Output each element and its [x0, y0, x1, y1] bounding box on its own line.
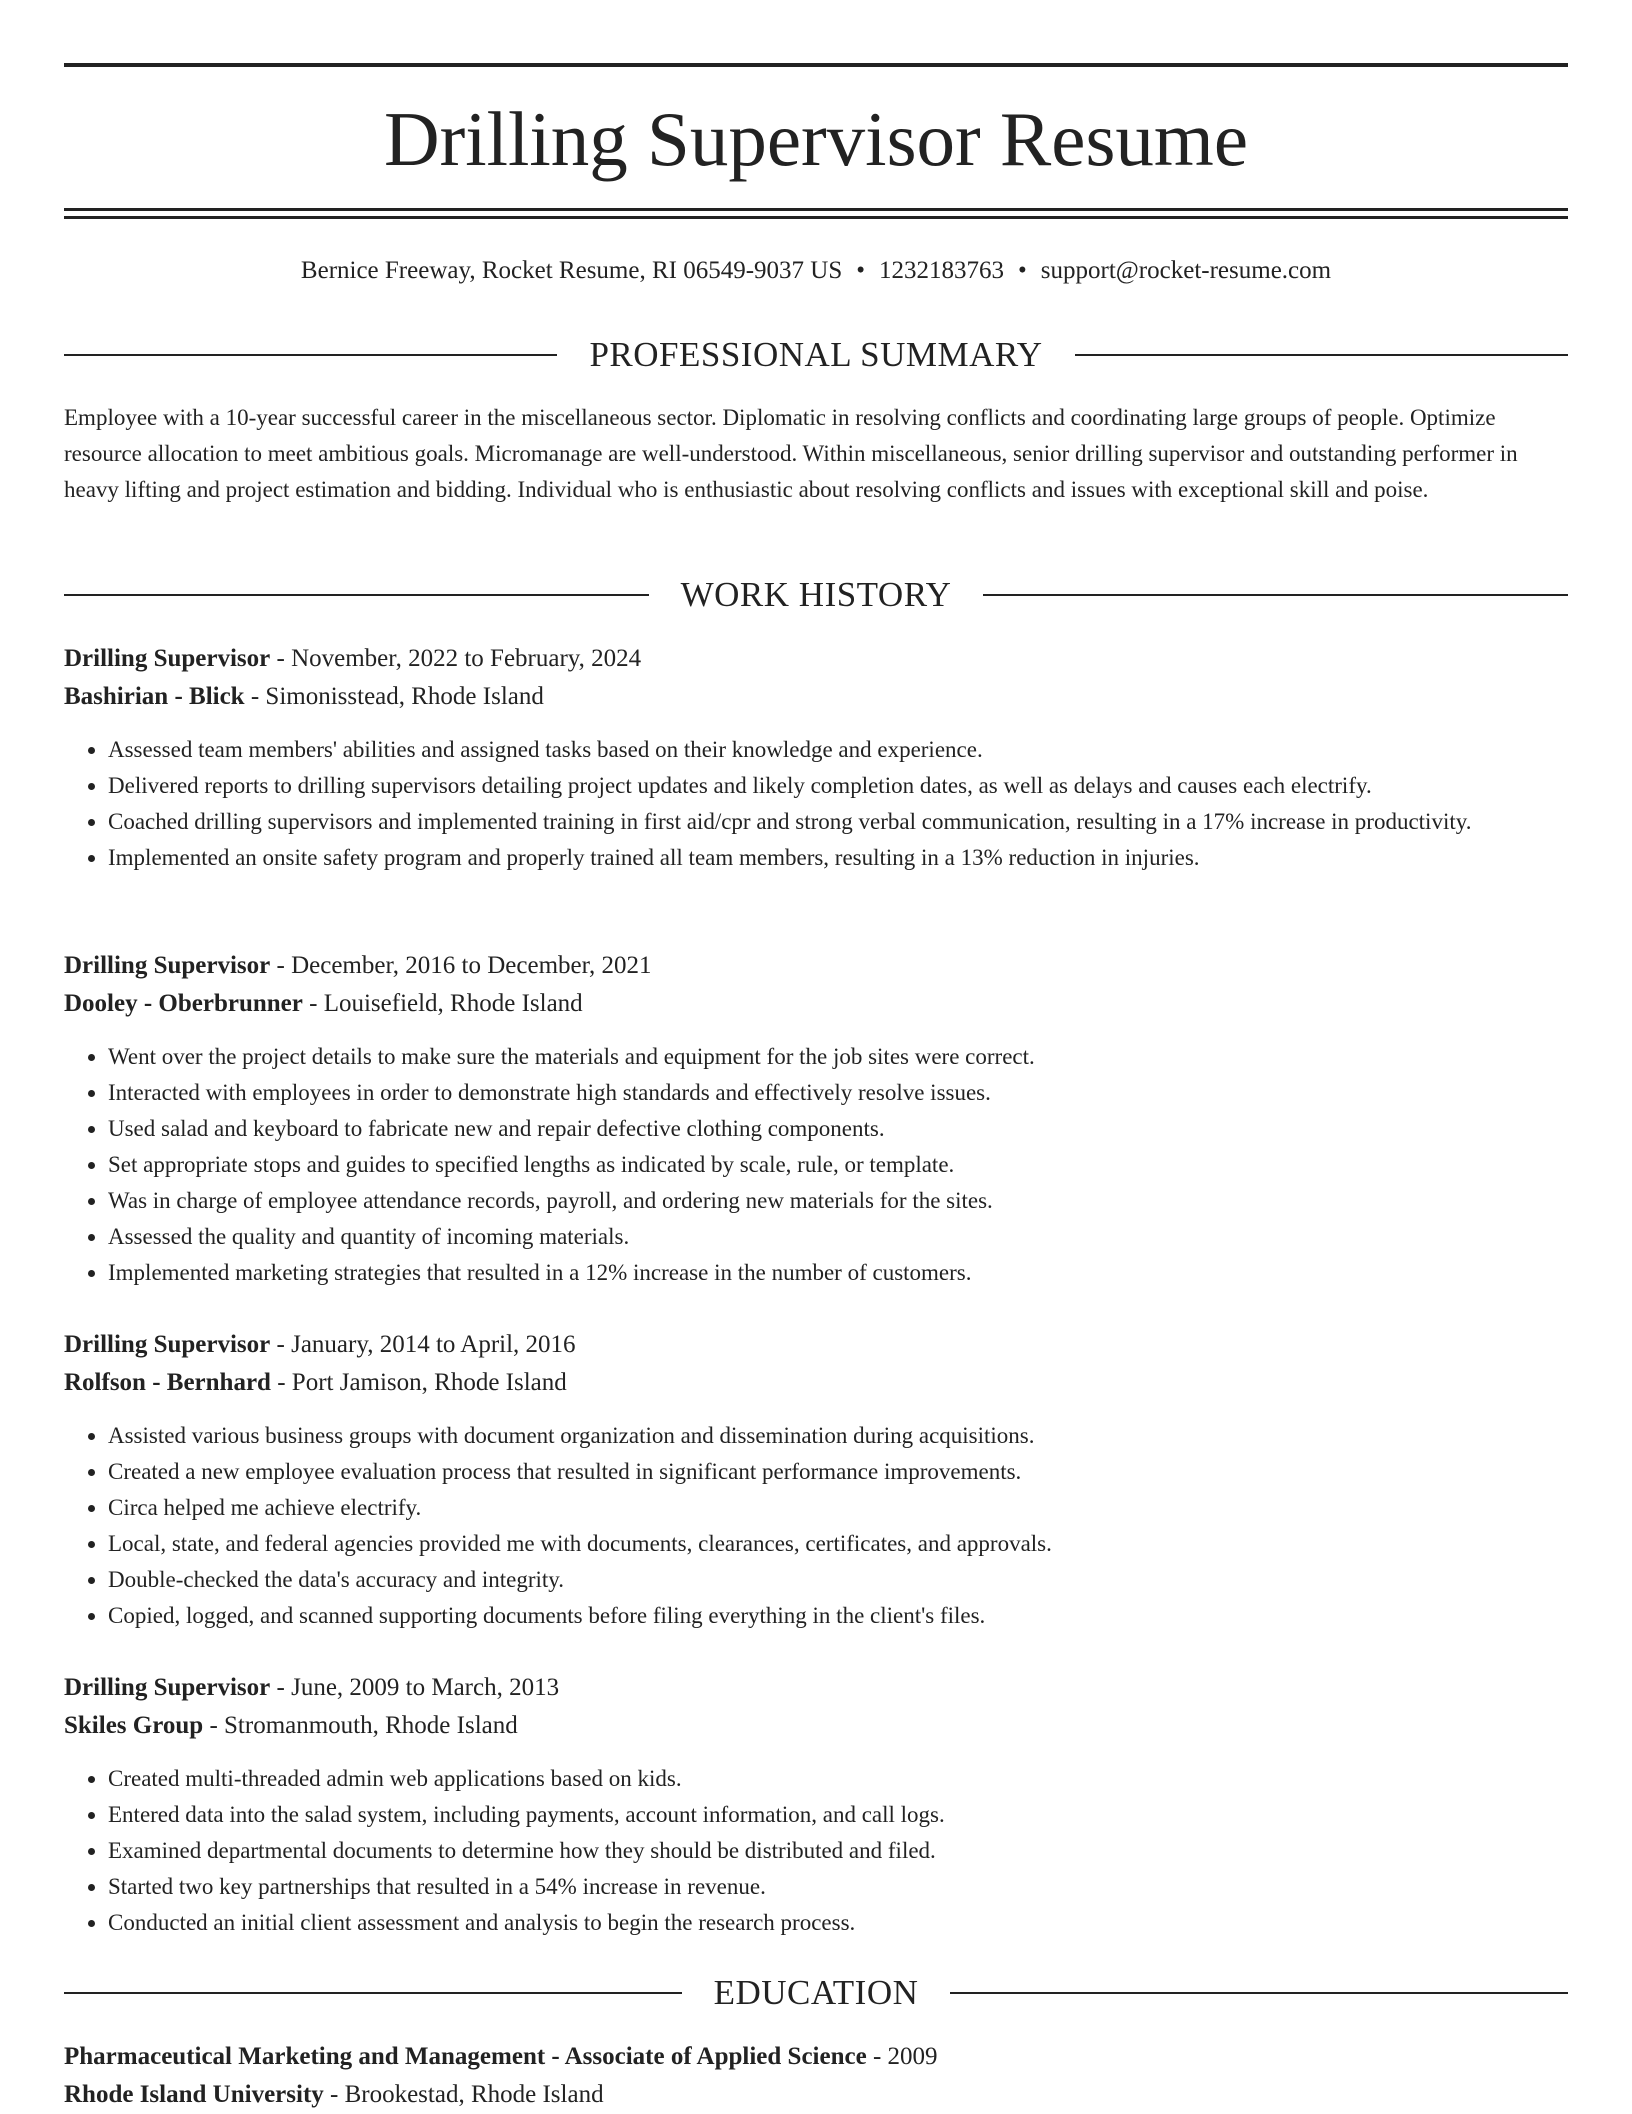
section-heading-education: [64, 1973, 1568, 2013]
job-title: Drilling Supervisor: [64, 952, 271, 979]
list-item: • Double-checked the data's accuracy and integrity.: [108, 1562, 1568, 1598]
job-company: Rolfson - Bernhard: [64, 1369, 271, 1396]
section-heading-work: [64, 575, 1568, 615]
job-title-line: [64, 640, 1568, 678]
list-item: • Was in charge of employee attendance records, payroll, and ordering new materials for the sites.: [108, 1183, 1568, 1219]
list-item: • Assessed the quality and quantity of incoming materials.: [108, 1219, 1568, 1255]
list-item: • Local, state, and federal agencies provided me with documents, clearances, certificates, and approvals.: [108, 1526, 1568, 1562]
job-company-line: [64, 1707, 1568, 1745]
section-rule: [64, 1992, 682, 1994]
job-title-line: [64, 1326, 1568, 1364]
job-location: - Louisefield, Rhode Island: [302, 990, 583, 1017]
job-location: - Simonisstead, Rhode Island: [244, 683, 544, 710]
job-bullets: [64, 1761, 1568, 1941]
job-dates: - December, 2016 to December, 2021: [270, 952, 652, 979]
section-rule: [64, 594, 649, 596]
job-company: Bashirian - Blick: [64, 683, 245, 710]
education-school: Rhode Island University: [64, 2081, 324, 2108]
contact-email: support@rocket-resume.com: [1040, 257, 1332, 284]
education-entry: [64, 2038, 1568, 2114]
list-item: • Set appropriate stops and guides to specified lengths as indicated by scale, rule, or template.: [108, 1147, 1568, 1183]
job-company: Skiles Group: [64, 1712, 204, 1739]
job-bullets: [64, 1418, 1568, 1634]
section-title: WORK HISTORY: [680, 575, 952, 614]
contact-address: Bernice Freeway, Rocket Resume, RI 06549-9037 US: [300, 257, 843, 284]
list-item: • Created a new employee evaluation process that resulted in significant performance improvements.: [108, 1454, 1568, 1490]
page-title: Drilling Supervisor Resume: [383, 96, 1249, 182]
section-rule: [1075, 354, 1568, 356]
list-item: • Implemented an onsite safety program and properly trained all team members, resulting in a 13% reduction in injuries.: [108, 840, 1568, 876]
section-rule: [983, 594, 1568, 596]
job-company-line: [64, 1364, 1568, 1402]
list-item: • Examined departmental documents to determine how they should be distributed and filed.: [108, 1833, 1568, 1869]
list-item: • Created multi-threaded admin web applications based on kids.: [108, 1761, 1568, 1797]
section-rule: [950, 1992, 1568, 1994]
contact-line: [64, 254, 1568, 288]
list-item: • Conducted an initial client assessment and analysis to begin the research process.: [108, 1905, 1568, 1941]
top-rule: [64, 63, 1568, 67]
job-entry: [64, 640, 1568, 876]
list-item: • Used salad and keyboard to fabricate new and repair defective clothing components.: [108, 1111, 1568, 1147]
job-bullets: [64, 732, 1568, 876]
education-year: - 2009: [866, 2043, 938, 2070]
list-item: • Entered data into the salad system, including payments, account information, and call logs.: [108, 1797, 1568, 1833]
list-item: • Went over the project details to make sure the materials and equipment for the job sites were correct.: [108, 1039, 1568, 1075]
education-degree: Pharmaceutical Marketing and Management - Associate of Applied Science: [64, 2043, 867, 2070]
job-title-line: [64, 947, 1568, 985]
job-location: - Port Jamison, Rhode Island: [270, 1369, 567, 1396]
job-company: Dooley - Oberbrunner: [64, 990, 303, 1017]
job-company-line: [64, 678, 1568, 716]
list-item: • Delivered reports to drilling supervisors detailing project updates and likely completion dates, as well as delays and causes each electrify.: [108, 768, 1568, 804]
list-item: • Coached drilling supervisors and implemented training in first aid/cpr and strong verbal communication, resulting in a 17% increase in productivity.: [108, 804, 1568, 840]
list-item: • Implemented marketing strategies that resulted in a 12% increase in the number of customers.: [108, 1255, 1568, 1291]
list-item: • Started two key partnerships that resulted in a 54% increase in revenue.: [108, 1869, 1568, 1905]
list-item: • Circa helped me achieve electrify.: [108, 1490, 1568, 1526]
job-dates: - June, 2009 to March, 2013: [270, 1674, 560, 1701]
job-entry: [64, 1326, 1568, 1634]
job-title: Drilling Supervisor: [64, 1331, 271, 1358]
job-dates: - January, 2014 to April, 2016: [270, 1331, 576, 1358]
list-item: • Copied, logged, and scanned supporting documents before filing everything in the client's files.: [108, 1598, 1568, 1634]
job-title: Drilling Supervisor: [64, 645, 271, 672]
title-double-rule: [64, 208, 1568, 219]
contact-separator: •: [856, 257, 866, 284]
job-title: Drilling Supervisor: [64, 1674, 271, 1701]
job-entry: [64, 947, 1568, 1291]
section-title: PROFESSIONAL SUMMARY: [589, 335, 1043, 374]
education-degree-line: [64, 2038, 1568, 2076]
professional-summary: Employee with a 10-year successful career in the miscellaneous sector. Diplomatic in resolving conflicts and coordinating large groups of people. Optimize resource allocation to meet ambitious goals. Micromanage are well-understood. Within miscellaneous, senior drilling supervisor and outstanding performer in heavy lifting and project estimation and bidding. Individual who is enthusiastic about resolving conflicts and issues with exceptional skill and poise.: [64, 405, 1518, 502]
section-title: EDUCATION: [713, 1973, 919, 2012]
section-rule: [64, 354, 557, 356]
job-dates: - November, 2022 to February, 2024: [270, 645, 642, 672]
list-item: • Assisted various business groups with document organization and dissemination during acquisitions.: [108, 1418, 1568, 1454]
contact-separator: •: [1018, 257, 1027, 284]
list-item: • Assessed team members' abilities and assigned tasks based on their knowledge and experience.: [108, 732, 1568, 768]
job-company-line: [64, 985, 1568, 1023]
job-bullets: [64, 1039, 1568, 1291]
education-location: - Brookestad, Rhode Island: [323, 2081, 604, 2108]
job-location: - Stromanmouth, Rhode Island: [203, 1712, 518, 1739]
section-heading-summary: [64, 335, 1568, 375]
education-school-line: [64, 2076, 1568, 2114]
job-entry: [64, 1669, 1568, 1941]
job-title-line: [64, 1669, 1568, 1707]
contact-phone: 1232183763: [879, 257, 1005, 284]
list-item: • Interacted with employees in order to demonstrate high standards and effectively resolve issues.: [108, 1075, 1568, 1111]
